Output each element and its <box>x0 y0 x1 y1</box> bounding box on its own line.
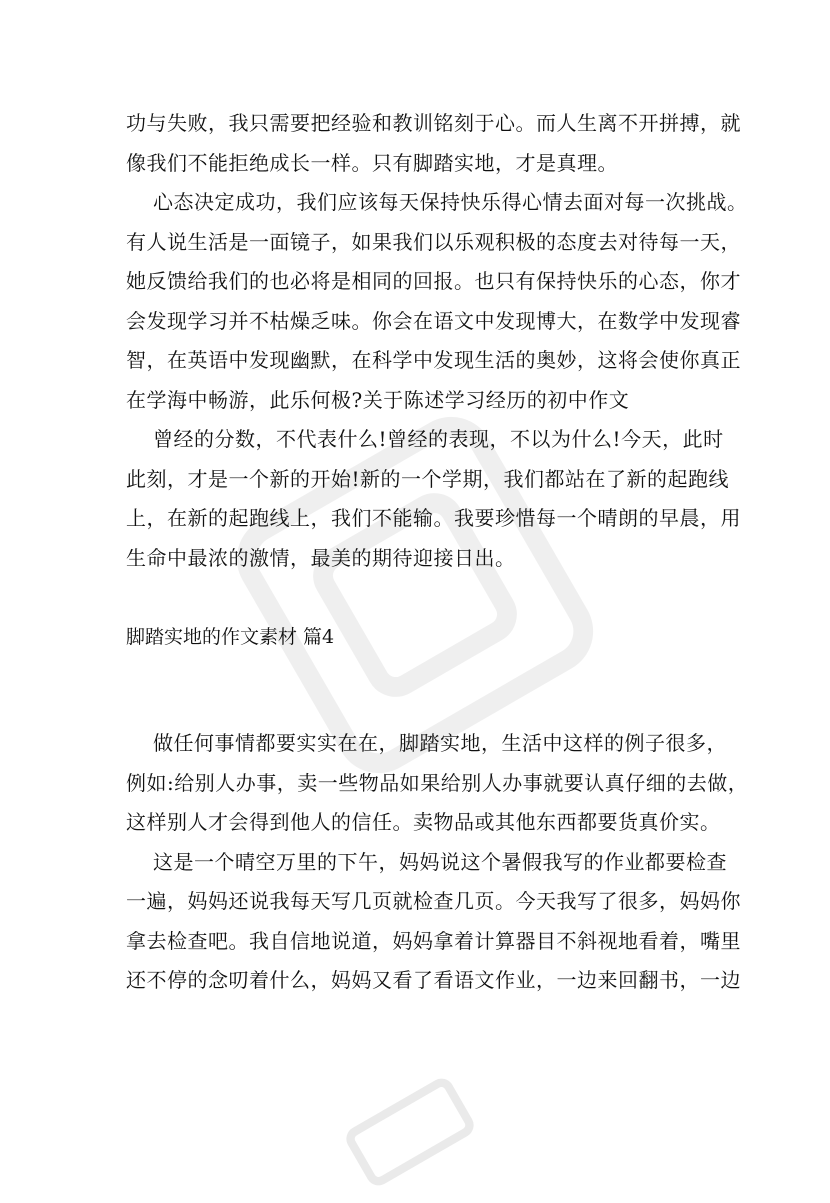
text-line: 上，在新的起跑线上，我们不能输。我要珍惜每一个晴朗的早晨，用 <box>126 506 741 530</box>
text-line: 功与失败，我只需要把经验和教训铭刻于心。而人生离不开拼搏，就 <box>126 111 741 135</box>
text-line: 她反馈给我们的也必将是相同的回报。也只有保持快乐的心态，你才 <box>126 269 741 293</box>
text-line: 有人说生活是一面镜子，如果我们以乐观积极的态度去对待每一天， <box>126 229 741 254</box>
paragraph-mindset <box>126 183 748 420</box>
paragraph-new-start <box>126 420 741 578</box>
paragraph-intro <box>126 724 749 843</box>
text-line: 这是一个晴空万里的下午，妈妈说这个暑假我写的作业都要检查 <box>153 849 727 874</box>
document-body <box>126 104 749 1001</box>
text-line: 会发现学习并不枯燥乏味。你会在语文中发现博大，在数学中发现睿 <box>126 308 741 333</box>
text-line: 心态决定成功，我们应该每天保持快乐得心情去面对每一次挑战。 <box>153 190 748 214</box>
text-line: 生命中最浓的激情，最美的期待迎接日出。 <box>126 545 516 570</box>
text-line: 例如:给别人办事，卖一些物品如果给别人办事就要认真仔细的去做， <box>126 770 749 795</box>
text-line: 一遍，妈妈还说我每天写几页就检查几页。今天我写了很多，妈妈你 <box>126 889 741 913</box>
paragraph-continuation <box>126 104 741 183</box>
text-line: 此刻，才是一个新的开始!新的一个学期，我们都站在了新的起跑线 <box>126 466 730 491</box>
text-line: 还不停的念叨着什么，妈妈又看了看语文作业，一边来回翻书，一边 <box>126 968 741 992</box>
text-line: 像我们不能拒绝成长一样。只有脚踏实地，才是真理。 <box>126 150 618 175</box>
text-line: 做任何事情都要实实在在，脚踏实地，生活中这样的例子很多， <box>153 731 727 755</box>
section-heading: 脚踏实地的作文素材 篇4 <box>126 626 335 648</box>
text-line: 智，在英语中发现幽默，在科学中发现生活的奥妙，这将会使你真正 <box>126 348 741 372</box>
text-line: 拿去检查吧。我自信地说道，妈妈拿着计算器目不斜视地看着，嘴里 <box>126 928 741 953</box>
text-line: 在学海中畅游，此乐何极?关于陈述学习经历的初中作文 <box>126 387 630 412</box>
text-line: 这样别人才会得到他人的信任。卖物品或其他东西都要货真价实。 <box>126 810 721 834</box>
watermark-fragment-icon <box>328 1061 491 1203</box>
text-line: 曾经的分数，不代表什么!曾经的表现，不以为什么!今天，此时 <box>153 427 724 451</box>
paragraph-story <box>126 843 741 1001</box>
